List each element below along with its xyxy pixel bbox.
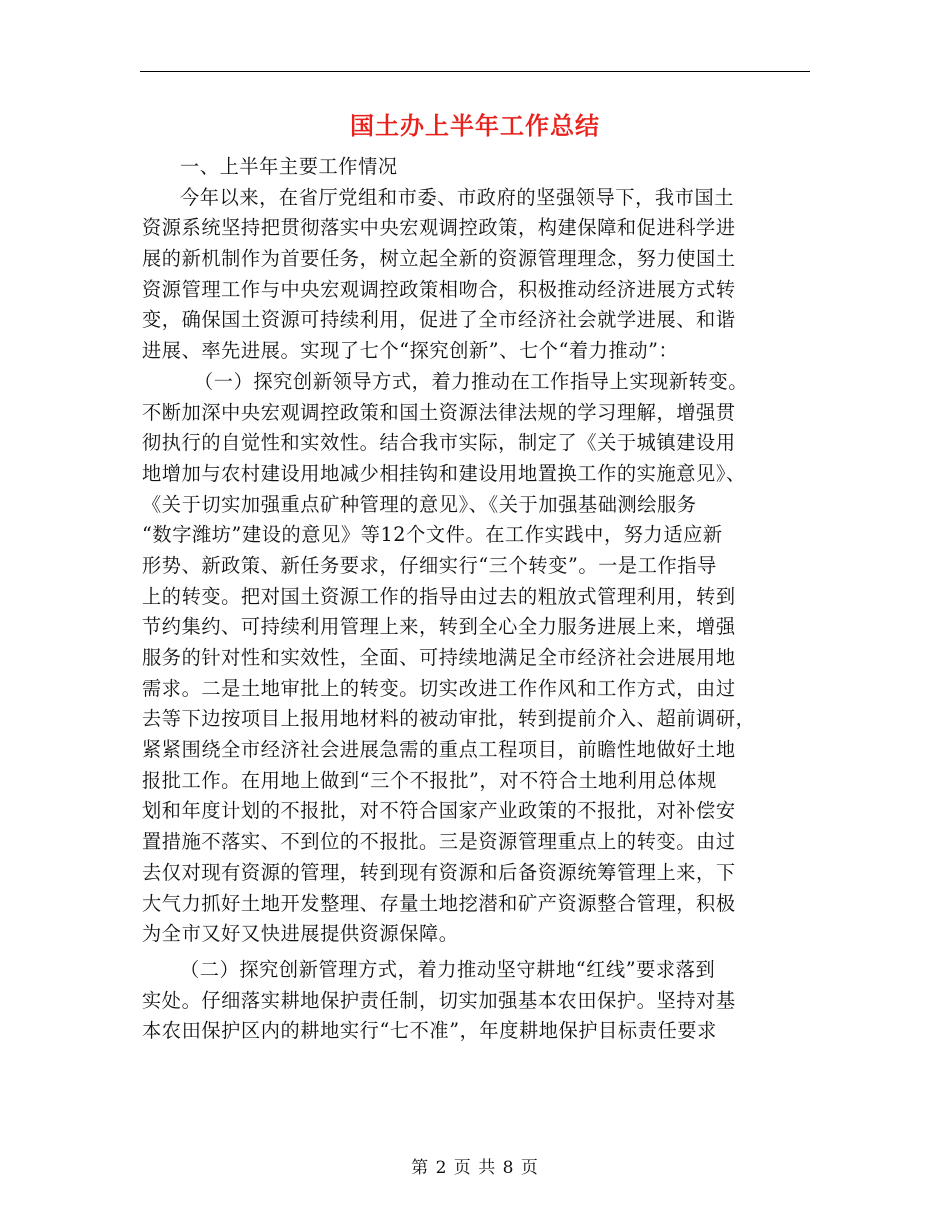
paragraph-line: 为全市又好又快进展提供资源保障。 xyxy=(142,922,459,946)
paragraph-line: 彻执行的自觉性和实效性。结合我市实际，制定了《关于城镇建设用 xyxy=(142,431,736,455)
document-title: 国土办上半年工作总结 xyxy=(350,111,600,140)
paragraph-line: 节约集约、可持续利用管理上来，转到全心全力服务进展上来，增强 xyxy=(142,615,736,639)
paragraph-line: 去等下边按项目上报用地材料的被动审批，转到提前介入、超前调研， xyxy=(142,707,756,731)
paragraph-line: 上的转变。把对国土资源工作的指导由过去的粗放式管理利用，转到 xyxy=(142,584,736,608)
paragraph-line: “数字潍坊”建设的意见》等12个文件。在工作实践中，努力适应新 xyxy=(142,523,723,547)
paragraph-line: 大气力抓好土地开发整理、存量土地挖潜和矿产资源整合管理，积极 xyxy=(142,891,736,915)
paragraph-line: 进展、率先进展。实现了七个“探究创新”、七个“着力推动”： xyxy=(142,339,679,363)
paragraph-line: 服务的针对性和实效性，全面、可持续地满足全市经济社会进展用地 xyxy=(142,646,736,669)
paragraph-line: 本农田保护区内的耕地实行“七不准”，年度耕地保护目标责任要求 xyxy=(142,1019,717,1043)
paragraph-line: 实处。仔细落实耕地保护责任制，切实加强基本农田保护。坚持对基 xyxy=(142,988,736,1012)
paragraph-line: 去仅对现有资源的管理，转到现有资源和后备资源统筹管理上来，下 xyxy=(142,860,736,884)
header-rule xyxy=(140,71,810,72)
paragraph-line: 形势、新政策、新任务要求，仔细实行“三个转变”。一是工作指导 xyxy=(142,553,717,577)
paragraph-line: 置措施不落实、不到位的不报批。三是资源管理重点上的转变。由过 xyxy=(142,830,736,854)
paragraph-line: 报批工作。在用地上做到“三个不报批”，对不符合土地利用总体规 xyxy=(142,768,717,792)
page-number: 第 2 页 共 8 页 xyxy=(411,1158,539,1178)
paragraph-line: 资源系统坚持把贯彻落实中央宏观调控政策，构建保障和促进科学进 xyxy=(142,216,736,240)
paragraph-line: 《关于切实加强重点矿种管理的意见》、《关于加强基础测绘服务 xyxy=(142,492,697,516)
paragraph-line: 资源管理工作与中央宏观调控政策相吻合，积极推动经济进展方式转 xyxy=(142,277,736,301)
paragraph-line: 需求。二是土地审批上的转变。切实改进工作作风和工作方式，由过 xyxy=(142,676,736,700)
paragraph-line: 划和年度计划的不报批，对不符合国家产业政策的不报批，对补偿安 xyxy=(142,799,736,823)
paragraph-line: 今年以来，在省厅党组和市委、市政府的坚强领导下，我市国土 xyxy=(180,185,735,209)
paragraph-line: 展的新机制作为首要任务，树立起全新的资源管理理念，努力使国土 xyxy=(142,247,736,271)
section-heading: 一、上半年主要工作情况 xyxy=(180,155,398,178)
paragraph-line: 变，确保国土资源可持续利用，促进了全市经济社会就学进展、和谐 xyxy=(142,308,736,332)
paragraph-line: （二）探究创新管理方式，着力推动坚守耕地“红线”要求落到 xyxy=(180,957,716,981)
paragraph-line: 不断加深中央宏观调控政策和国土资源法律法规的学习理解，增强贯 xyxy=(142,400,736,424)
paragraph-line: （一）探究创新领导方式，着力推动在工作指导上实现新转变。 xyxy=(194,369,749,393)
paragraph-line: 地增加与农村建设用地减少相挂钩和建设用地置换工作的实施意见》、 xyxy=(142,461,746,485)
paragraph-line: 紧紧围绕全市经济社会进展急需的重点工程项目，前瞻性地做好土地 xyxy=(142,738,736,762)
document-body xyxy=(142,152,802,1047)
